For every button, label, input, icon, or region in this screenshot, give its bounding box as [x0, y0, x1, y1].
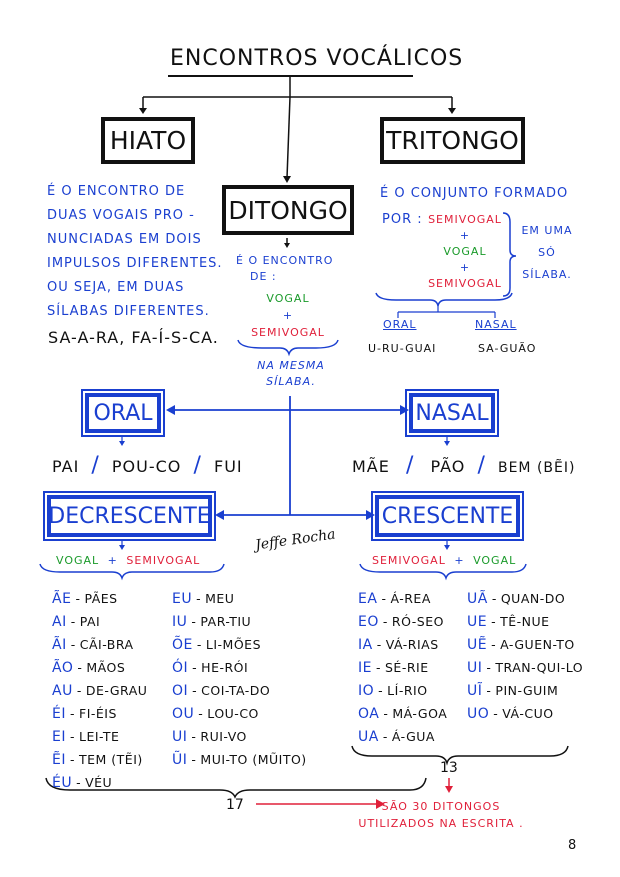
nasal-slash-2: / [477, 453, 486, 478]
ditongo-word: Á-GUA [391, 729, 435, 744]
tritongo-vogal: VOGAL [443, 245, 487, 258]
tritongo-por: POR : [382, 212, 423, 227]
ditongo-example-row [52, 702, 147, 725]
separator-dash: - [381, 591, 387, 606]
separator-dash: - [198, 706, 204, 721]
tritongo-oral-example: U-RU-GUAI [368, 342, 437, 355]
oral-example-2: POU-CO [111, 457, 182, 476]
nasal-slash-1: / [405, 453, 415, 478]
ditongo-example-row [52, 656, 147, 679]
ditongo-pair: OI [172, 683, 189, 699]
summary-note [356, 798, 526, 832]
title-underline [168, 75, 413, 77]
ditongo-example-row [52, 610, 147, 633]
hiato-def-line: DUAS VOGAIS PRO - [47, 208, 195, 223]
ditongo-pair: UĨ [467, 683, 483, 699]
ditongo-word: MÁ-GOA [392, 706, 448, 721]
decrescente-plus: + [107, 554, 118, 567]
separator-dash: - [196, 591, 202, 606]
separator-dash: - [191, 752, 197, 767]
ditongo-formula [238, 290, 338, 341]
ditongo-example-row [358, 725, 447, 748]
ditongo-word: PIN-GUIM [495, 683, 559, 698]
ditongo-definition [236, 253, 333, 285]
nasal-examples [352, 453, 575, 478]
ditongo-word: QUAN-DO [500, 591, 566, 606]
decrescente-list-1 [52, 587, 147, 794]
ditongo-word: PAR-TIU [200, 614, 252, 629]
decrescente-vogal: VOGAL [56, 554, 100, 567]
crescente-plus: + [454, 554, 465, 567]
ditongo-note [246, 358, 336, 390]
ditongo-pair: ÃI [52, 637, 67, 653]
crescente-label: CRESCENTE [381, 503, 514, 529]
crescente-vogal: VOGAL [473, 554, 517, 567]
separator-dash: - [486, 660, 492, 675]
ditongo-word: LOU-CO [207, 706, 259, 721]
ditongo-pair: EU [172, 591, 193, 607]
decrescente-count: 17 [226, 797, 244, 813]
ditongo-pair: IO [358, 683, 375, 699]
tritongo-side-note [520, 220, 574, 286]
ditongo-word: VÉU [85, 775, 113, 790]
separator-dash: - [70, 614, 76, 629]
ditongo-pair: UẼ [467, 637, 488, 653]
side-note-line: SÓ [538, 246, 556, 259]
ditongo-example-row [358, 656, 447, 679]
ditongo-example-row [52, 748, 147, 771]
decrescente-list-2 [172, 587, 307, 771]
ditongo-example-row [52, 771, 147, 794]
ditongo-example-row [358, 633, 447, 656]
hiato-example: SA-A-RA, FA-Í-S-CA. [48, 328, 219, 347]
ditongo-word: MUI-TO (MŨITO) [200, 752, 307, 767]
separator-dash: - [383, 706, 389, 721]
ditongo-pair: ÉU [52, 775, 73, 791]
separator-dash: - [376, 637, 382, 652]
oral-examples [52, 453, 243, 478]
ditongo-word: PÃES [84, 591, 118, 606]
ditongo-example-row [358, 587, 447, 610]
ditongo-word: CÃI-BRA [79, 637, 134, 652]
separator-dash: - [491, 637, 497, 652]
ditongo-label: DITONGO [228, 195, 348, 225]
ditongo-example-row [172, 656, 307, 679]
tritongo-nasal-label: NASAL [475, 318, 517, 331]
hiato-definition [47, 180, 223, 324]
ditongo-word: MÃOS [86, 660, 126, 675]
hiato-def-line: IMPULSOS DIFERENTES. [47, 256, 223, 271]
hiato-box [101, 117, 195, 164]
ditongo-example-row [52, 587, 147, 610]
ditongo-word: LI-MÕES [205, 637, 262, 652]
separator-dash: - [75, 591, 81, 606]
ditongo-semivogal: SEMIVOGAL [251, 326, 325, 339]
ditongo-word: DE-GRAU [85, 683, 148, 698]
ditongo-pair: AI [52, 614, 67, 630]
tritongo-box [380, 117, 525, 164]
ditongo-example-row [52, 725, 147, 748]
ditongo-example-row [172, 702, 307, 725]
oral-example-1: PAI [52, 457, 80, 476]
nasal-label: NASAL [415, 400, 489, 426]
oral-label: ORAL [93, 400, 153, 426]
decrescente-semivogal: SEMIVOGAL [126, 554, 201, 567]
ditongo-example-row [467, 587, 583, 610]
ditongo-example-row [172, 633, 307, 656]
tritongo-plus-1: + [459, 229, 471, 242]
ditongo-example-row [172, 610, 307, 633]
separator-dash: - [192, 660, 198, 675]
ditongo-pair: ÃE [52, 591, 72, 607]
ditongo-note-line: NA MESMA [257, 359, 325, 372]
ditongo-example-row [172, 587, 307, 610]
ditongo-pair: ẼI [52, 752, 66, 768]
tritongo-oral-label: ORAL [383, 318, 417, 331]
side-note-line: EM UMA [521, 224, 573, 237]
ditongo-word: MEU [205, 591, 235, 606]
hiato-def-line: SÍLABAS DIFERENTES. [47, 304, 210, 319]
oral-example-3: FUI [214, 457, 243, 476]
ditongo-pair: EA [358, 591, 378, 607]
ditongo-word: RÓ-SEO [391, 614, 444, 629]
ditongo-box [222, 185, 354, 235]
ditongo-word: LÍ-RIO [387, 683, 428, 698]
ditongo-word: Á-REA [390, 591, 431, 606]
ditongo-example-row [467, 633, 583, 656]
ditongo-example-row [358, 702, 447, 725]
tritongo-plus-2: + [459, 261, 471, 274]
ditongo-word: TEM (TẼI) [79, 752, 143, 767]
separator-dash: - [382, 729, 388, 744]
crescente-semivogal: SEMIVOGAL [372, 554, 446, 567]
tritongo-label: TRITONGO [386, 126, 519, 155]
ditongo-pair: EO [358, 614, 379, 630]
ditongo-pair: IA [358, 637, 373, 653]
ditongo-pair: ÓI [172, 660, 189, 676]
separator-dash: - [196, 637, 202, 652]
ditongo-example-row [467, 610, 583, 633]
ditongo-pair: AU [52, 683, 73, 699]
hiato-label: HIATO [109, 126, 187, 155]
tritongo-semivogal-1: SEMIVOGAL [428, 213, 502, 226]
ditongo-pair: IE [358, 660, 372, 676]
ditongo-pair: OU [172, 706, 195, 722]
nasal-example-3: BEM (BẼI) [497, 460, 576, 476]
ditongo-vogal: VOGAL [266, 292, 310, 305]
ditongo-example-row [467, 656, 583, 679]
page-number: 8 [568, 838, 577, 853]
ditongo-example-row [467, 679, 583, 702]
separator-dash: - [486, 683, 492, 698]
ditongo-example-row [467, 702, 583, 725]
crescente-list-2 [467, 587, 583, 725]
separator-dash: - [491, 614, 497, 629]
separator-dash: - [191, 614, 197, 629]
nasal-box [409, 393, 495, 433]
ditongo-example-row [172, 748, 307, 771]
ditongo-word: VÁ-RIAS [385, 637, 439, 652]
separator-dash: - [491, 591, 497, 606]
ditongo-example-row [358, 610, 447, 633]
ditongo-def-line: É O ENCONTRO [236, 254, 334, 267]
ditongo-example-row [358, 679, 447, 702]
oral-slash-1: / [91, 453, 100, 478]
ditongo-note-line: SÍLABA. [266, 375, 316, 388]
ditongo-example-row [172, 725, 307, 748]
ditongo-pair: UI [172, 729, 188, 745]
crescente-box [375, 495, 520, 537]
signature: Jeffe Rocha [254, 526, 337, 554]
ditongo-pair: UI [467, 660, 483, 676]
separator-dash: - [69, 752, 75, 767]
hiato-def-line: OU SEJA, EM DUAS [47, 280, 185, 295]
ditongo-word: TÊ-NUE [500, 614, 550, 629]
ditongo-pair: ÃO [52, 660, 74, 676]
ditongo-word: COI-TA-DO [201, 683, 271, 698]
summary-line: UTILIZADOS NA ESCRITA . [358, 817, 524, 830]
ditongo-pair: ÉI [52, 706, 66, 722]
ditongo-word: RUI-VO [200, 729, 247, 744]
tritongo-parts [425, 212, 505, 292]
nasal-example-1: MÃE [352, 457, 390, 476]
summary-line: SÃO 30 DITONGOS [381, 800, 501, 813]
separator-dash: - [76, 683, 82, 698]
hiato-def-line: É O ENCONTRO DE [47, 184, 186, 199]
separator-dash: - [191, 729, 197, 744]
ditongo-pair: ŨI [172, 752, 188, 768]
separator-dash: - [378, 683, 384, 698]
ditongo-example-row [52, 679, 147, 702]
ditongo-word: FI-ÉIS [79, 706, 117, 721]
ditongo-word: PAI [79, 614, 101, 629]
tritongo-semivogal-2: SEMIVOGAL [428, 277, 502, 290]
decrescente-formula [56, 554, 200, 567]
ditongo-pair: IU [172, 614, 188, 630]
decrescente-box [47, 495, 212, 537]
separator-dash: - [382, 614, 388, 629]
ditongo-word: VÁ-CUO [502, 706, 554, 721]
ditongo-pair: UE [467, 614, 488, 630]
crescente-formula [372, 554, 516, 567]
page-title: ENCONTROS VOCÁLICOS [170, 46, 464, 71]
hiato-def-line: NUNCIADAS EM DOIS [47, 232, 202, 247]
crescente-count: 13 [440, 760, 458, 776]
ditongo-word: LEI-TE [79, 729, 120, 744]
ditongo-word: HE-RÓI [201, 660, 249, 675]
oral-box [85, 393, 161, 433]
oral-slash-2: / [193, 453, 202, 478]
crescente-list-1 [358, 587, 447, 748]
separator-dash: - [77, 660, 83, 675]
ditongo-pair: EI [52, 729, 66, 745]
separator-dash: - [76, 775, 82, 790]
nasal-example-2: PÃO [430, 457, 466, 476]
tritongo-definition: É O CONJUNTO FORMADO [380, 186, 569, 201]
ditongo-plus: + [282, 309, 294, 322]
ditongo-example-row [52, 633, 147, 656]
decrescente-label: DECRESCENTE [48, 503, 211, 529]
separator-dash: - [69, 706, 75, 721]
tritongo-nasal-example: SA-GUÃO [478, 342, 537, 355]
ditongo-pair: ÕE [172, 637, 193, 653]
separator-dash: - [69, 729, 75, 744]
ditongo-word: SÉ-RIE [385, 660, 429, 675]
ditongo-def-line: DE : [250, 270, 277, 283]
side-note-line: SÍLABA. [522, 268, 572, 281]
separator-dash: - [192, 683, 198, 698]
separator-dash: - [493, 706, 499, 721]
ditongo-pair: OA [358, 706, 380, 722]
ditongo-pair: UO [467, 706, 490, 722]
ditongo-pair: UÃ [467, 591, 488, 607]
separator-dash: - [70, 637, 76, 652]
separator-dash: - [375, 660, 381, 675]
ditongo-word: TRAN-QUI-LO [495, 660, 584, 675]
ditongo-word: A-GUEN-TO [500, 637, 575, 652]
ditongo-pair: UA [358, 729, 379, 745]
ditongo-example-row [172, 679, 307, 702]
